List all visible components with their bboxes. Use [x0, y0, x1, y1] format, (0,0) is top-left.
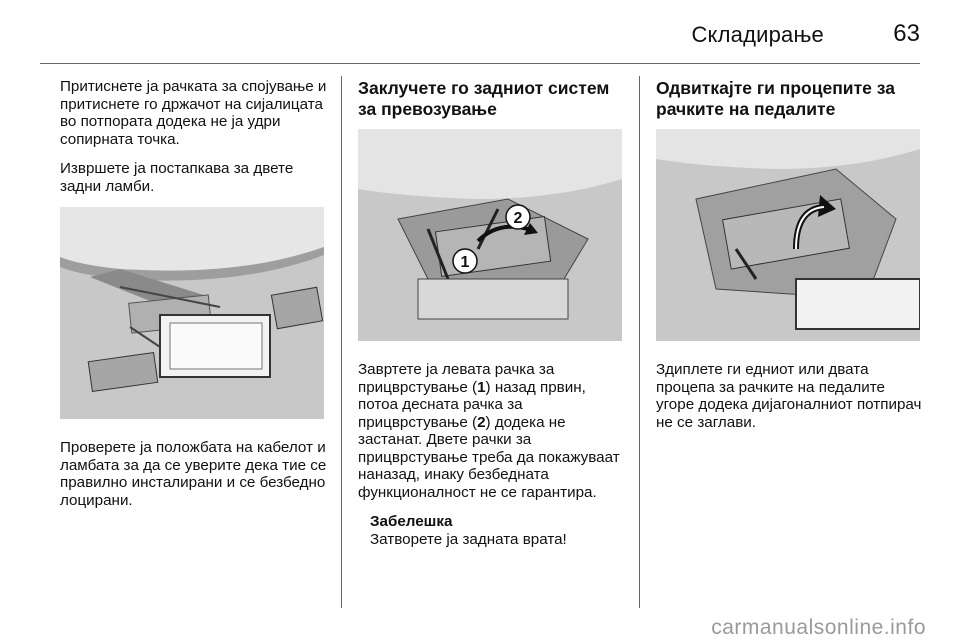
- column-3: [656, 78, 924, 443]
- unfold-pedal-slots-illustration: [656, 129, 920, 341]
- note-text: Затворете ја задната врата!: [370, 531, 567, 548]
- col2-bold-2: 2: [477, 413, 486, 431]
- col1-paragraph-2: Извршете ја постапкава за двете задни ламби.: [60, 160, 294, 195]
- col2-heading: Заклучете го задниот систем за превозување: [358, 78, 610, 119]
- col2-text-part-1: Завртете ја левата рачка за прицврстување (: [358, 361, 555, 396]
- column-divider-right: [639, 76, 640, 608]
- rear-lamp-install-illustration: [60, 207, 324, 419]
- lock-rear-carrier-illustration: [358, 129, 622, 341]
- column-2: [358, 78, 626, 549]
- header-rule: [40, 63, 920, 64]
- note-box: [358, 513, 626, 549]
- page-number: 63: [893, 20, 920, 47]
- col2-text-part-2: ) назад првин, потоа десната рачка за прицврстување (: [358, 378, 586, 431]
- col1-paragraph-1: Притиснете ја рачката за спојување и притиснете го држачот на сијалицата во потпората додека не ја удри сопирната точка.: [60, 78, 327, 148]
- callout-1: 1: [460, 254, 470, 271]
- col2-paragraph: [358, 361, 626, 501]
- col2-bold-1: 1: [477, 378, 486, 396]
- col3-heading: Одвиткајте ги процепите за рачките на педалите: [656, 78, 895, 119]
- column-1: [60, 78, 328, 521]
- page-header-title: Складирање: [691, 22, 824, 47]
- watermark: carmanualsonline.info: [711, 616, 926, 639]
- col3-paragraph: Здиплете ги едниот или двата процепа за рачките на педалите угоре додека дијагоналниот потпирач не се заглави.: [656, 361, 922, 431]
- column-divider-left: [341, 76, 342, 608]
- col2-text-part-3: ) додека не застанат. Двете рачки за прицврстување треба да покажуваат наназад, инаку безбедната функционалност не се гарантира.: [358, 413, 620, 501]
- col1-paragraph-3: Проверете ја положбата на кабелот и ламбата за да се уверите дека тие се правилно инсталирани и се безбедно лоцирани.: [60, 439, 327, 509]
- callout-2: 2: [513, 210, 523, 227]
- note-title: Забелешка: [370, 513, 453, 530]
